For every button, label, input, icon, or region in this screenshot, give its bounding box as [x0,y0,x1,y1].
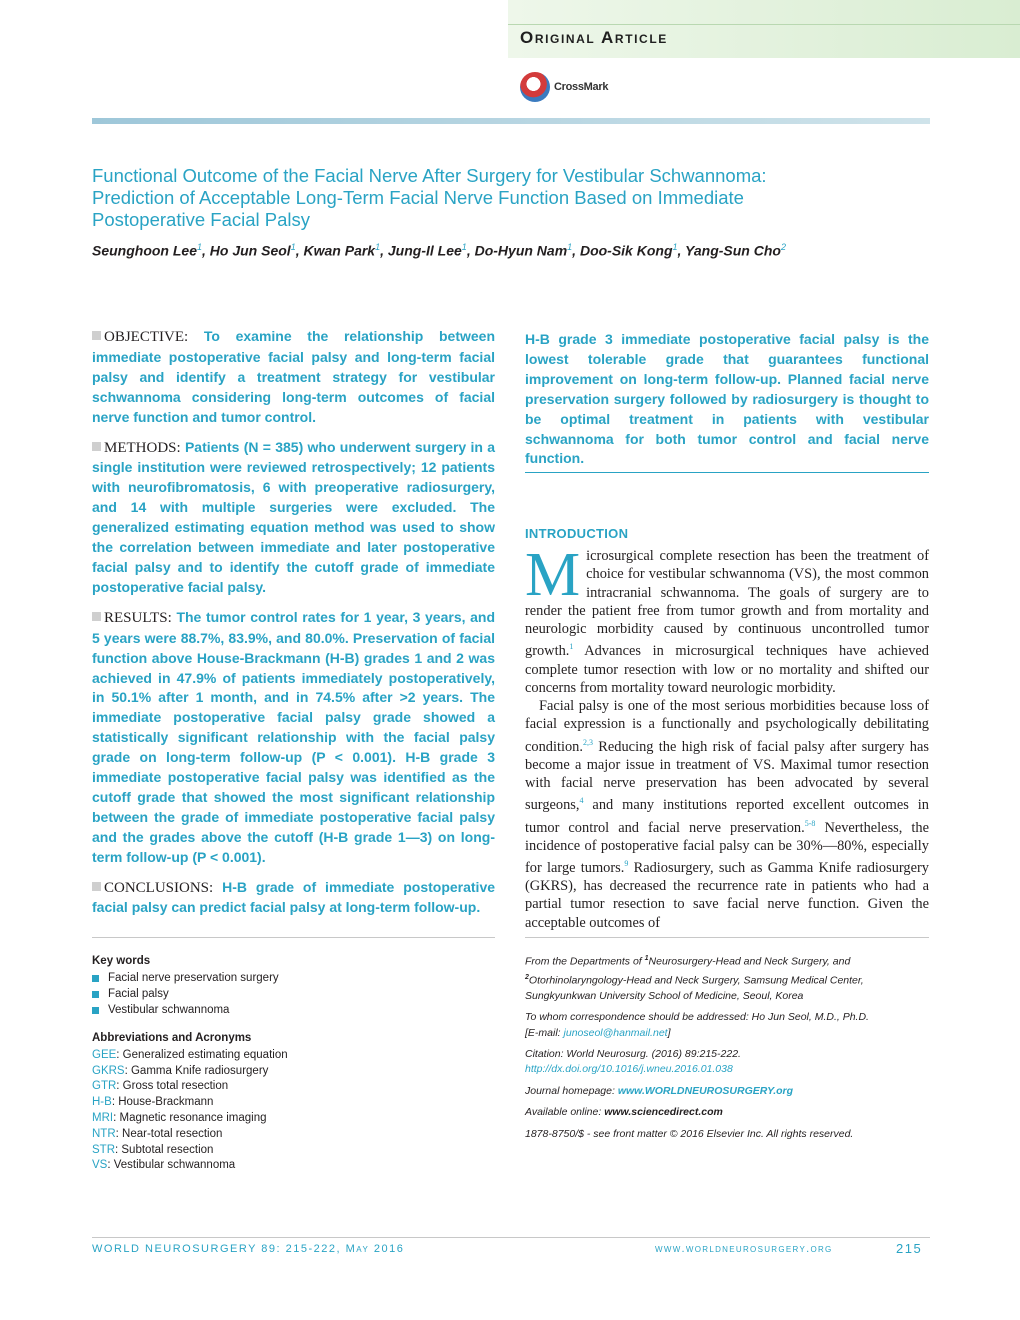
author-name: Do-Hyun Nam [474,242,568,259]
journal-homepage [525,1084,929,1099]
section-rule [525,937,929,938]
correspondence [525,1010,929,1041]
abbreviation-key: GEE [92,1048,117,1061]
abbreviation-key: GTR [92,1080,117,1093]
paragraph-text: Facial palsy is one of the most serious morbidities because loss of facial expression is a functionally and psychologically debilitating condition. [525,698,929,755]
abstract-right-column [525,330,929,469]
author-name: Seunghoon Lee [92,242,197,259]
available-online [525,1105,929,1120]
doi-link[interactable]: http://dx.doi.org/10.1016/j.wneu.2016.01.038 [525,1063,733,1076]
abstract-rule [525,472,929,473]
affiliation-text: Neurosurgery-Head and Neck Surgery, and [648,955,851,968]
article-title [92,165,912,231]
header-banner-line [508,24,1020,25]
abbreviation-item [92,1158,492,1174]
abstract-text: To examine the relationship between immediate postoperative facial palsy and long-term facial palsy and identify a treatment strategy for vestibular schwannoma considering long-term outcomes of facial nerve function and tumor control. [92,328,496,425]
abbreviation-item [92,1048,492,1064]
footer-journal: WORLD NEUROSURGERY 89: 215-222, May 2016 [92,1243,405,1255]
paragraph-text: Radiosurgery, such as Gamma Knife radiosurgery (GKRS), has decreased the recurrence rate in patients who had a partial tumor resection to save facial nerve function. Given the acceptable outcomes of [525,859,929,931]
affiliation-text: From the Departments of [525,955,645,968]
abbreviations-box [92,1031,492,1174]
homepage-label: Journal homepage: [525,1084,618,1097]
introduction-paragraph [525,697,929,932]
abstract-conclusions [92,878,495,919]
abbreviation-text: : Gross total resection [116,1080,229,1093]
correspondence-text: To whom correspondence should be addressed: Ho Jun Seol, M.D., Ph.D. [525,1011,869,1024]
paragraph-text: Advances in microsurgical techniques have achieved complete tumor resection with low or no mortality and shifted our concerns from mortality toward neurologic morbidity. [525,643,929,696]
author-affiliation: 1 [461,242,467,252]
citation-ref[interactable]: 1 [569,642,574,652]
online-label: Available online: [525,1106,605,1119]
abbreviation-item [92,1095,492,1111]
crossmark-button[interactable] [520,72,608,102]
abstract-text: The tumor control rates for 1 year, 3 years, and 5 years were 88.7%, 83.9%, and 80.0%. Preservation of facial function above House-Brackmann (H-B) grades 1 and 2 was achieved in 47.9% of patients immediately postoperatively, in 50.1% after 1 month, and in 74.5% after >2 years. The immediate postoperative facial palsy grade showed a statistically significant relationship with the facial palsy grade on long-term follow-up (P < 0.001). H-B grade 3 immediate postoperative facial palsy was identified as the cutoff grade that showed the most significant relationship between the grade of immediate postoperative facial palsy and the grades above the cutoff (H-B grade 1—3) on long-term follow-up (P < 0.001). [92,608,496,865]
section-marker-icon [92,331,101,340]
header-rule [92,118,930,124]
paragraph-text: Reducing the high risk of facial palsy after surgery has become a major issue in treatment of VS. Maximal tumor resection with facial nerve preservation has been advocated by several surgeons, [525,738,929,814]
abbreviation-text: : Generalized estimating equation [116,1048,288,1061]
sciencedirect-link[interactable]: www.sciencedirect.com [604,1106,723,1119]
citation [525,1047,929,1078]
abbreviation-text: : Subtotal resection [115,1143,214,1156]
abbreviation-text: : Near-total resection [115,1127,223,1140]
abbreviation-key: STR [92,1143,115,1156]
abstract-heading: OBJECTIVE: [104,329,189,345]
keyword-text: Facial palsy [108,988,169,1000]
abbreviations-title: Abbreviations and Acronyms [92,1032,252,1044]
author-name: Kwan Park [303,242,376,259]
author-affiliation: 1 [197,242,203,252]
keyword-text: Vestibular schwannoma [108,1004,230,1016]
author-name: Jung-Il Lee [387,242,462,259]
affiliation-marker: 1 [644,955,649,962]
page-number: 215 [896,1241,923,1256]
square-bullet-icon [92,1007,99,1014]
affiliation-departments [525,951,929,1004]
introduction-body [525,541,929,932]
author-affiliation: 1 [672,242,678,252]
abbreviation-text: : Vestibular schwannoma [107,1159,236,1172]
abstract-text: Patients (N = 385) who underwent surgery in a single institution were reviewed retrospectively; 12 patients with neurofibromatosis, 6 with preoperative radiosurgery, and 14 with multiple surgeries were excluded. The generalized estimating equation method was used to show the correlation between immediate and later postoperative facial palsy and to identify the cutoff grade of immediate postoperative facial palsy. [92,438,496,595]
copyright: 1878-8750/$ - see front matter © 2016 Elsevier Inc. All rights reserved. [525,1127,854,1140]
author-name: Yang-Sun Cho [685,242,781,259]
drop-cap: M [525,541,581,609]
abbreviation-item [92,1111,492,1127]
author-affiliation: 1 [375,242,381,252]
abstract-heading: METHODS: [104,439,181,456]
author-affiliation: 2 [780,242,786,252]
citation-ref[interactable]: 2,3 [582,737,593,747]
keyword-item [92,1002,492,1018]
keyword-text: Facial nerve preservation surgery [108,972,279,984]
citation-ref[interactable]: 5-8 [804,818,816,828]
title-line: Postoperative Facial Palsy [92,209,310,230]
affiliation-marker: 2 [525,973,529,981]
section-marker-icon [92,882,101,891]
introduction-paragraph [525,541,929,697]
citation-ref[interactable]: 9 [624,858,629,868]
author-name: Doo-Sik Kong [579,242,673,259]
abbreviation-key: H-B [92,1096,112,1109]
abbreviation-item [92,1064,492,1080]
affiliations-box [525,951,929,1148]
abstract-heading: CONCLUSIONS: [104,879,214,896]
abbreviation-item [92,1079,492,1095]
citation-text: Citation: World Neurosurg. (2016) 89:215-222. [525,1048,741,1061]
article-type-label: Original Article [520,28,668,47]
paragraph-text: Nevertheless, the incidence of postoperative facial palsy can be 30%—80%, especially for large tumors. [525,819,929,876]
abbreviation-text: : Gamma Knife radiosurgery [124,1064,269,1077]
homepage-link[interactable]: www.WORLDNEUROSURGERY.org [617,1084,794,1097]
crossmark-icon [520,72,550,102]
abstract-left-column [92,327,495,928]
abstract-methods [92,438,495,598]
title-line: Functional Outcome of the Facial Nerve After Surgery for Vestibular Schwannoma: [92,165,767,186]
abstract-text: H-B grade of immediate postoperative facial palsy can predict facial palsy at long-term follow-up. [92,878,496,916]
footer-website-link[interactable]: www.worldneurosurgery.org [655,1243,833,1255]
affiliation-text: Otorhinolaryngology-Head and Neck Surgery, Samsung Medical Center, Sungkyunkwan University School of Medicine, Seoul, Korea [525,974,864,1002]
abbreviation-text: : House-Brackmann [111,1096,214,1109]
author-affiliation: 1 [290,242,296,252]
abbreviation-key: NTR [92,1127,116,1140]
keywords-box [92,953,492,1018]
section-marker-icon [92,612,101,621]
abstract-objective [92,327,495,428]
abstract-conclusions-continued: H-B grade 3 immediate postoperative facial palsy is the lowest tolerable grade that guarantees functional improvement on long-term follow-up. Planned facial nerve preservation surgery followed by radiosurgery is thought to be optimal treatment in patients with vestibular schwannoma for both tumor control and facial nerve function. [525,331,929,467]
abstract-heading: RESULTS: [104,609,172,626]
abbreviation-key: MRI [92,1111,114,1124]
email-label: [E-mail: [525,1026,564,1039]
square-bullet-icon [92,991,99,998]
square-bullet-icon [92,975,99,982]
abstract-results [92,608,495,868]
abbreviation-text: : Magnetic resonance imaging [113,1111,267,1124]
section-rule [92,937,495,938]
crossmark-label: CrossMark [554,81,609,93]
author-name: Ho Jun Seol [209,242,291,259]
author-affiliation: 1 [567,242,573,252]
keyword-item [92,986,492,1002]
title-line: Prediction of Acceptable Long-Term Facial Nerve Function Based on Immediate [92,187,744,208]
abbreviation-item [92,1143,492,1159]
keywords-title: Key words [92,955,151,967]
citation-ref[interactable]: 4 [579,796,584,806]
section-marker-icon [92,442,101,451]
footer-rule [92,1237,930,1238]
introduction-heading: INTRODUCTION [525,526,629,541]
abbreviation-item [92,1127,492,1143]
author-list: Seunghoon Lee$^1$, Ho Jun Seol$^1$, Kwan Park$^1$, Jung-Il Lee$^1$, Do-Hyun Nam$^1$, Doo-Sik Kong$^1$, Yang-Sun Cho$^2$ [92,242,786,259]
paragraph-text: and many institutions reported excellent outcomes in tumor control and facial nerve preservation. [525,797,929,836]
abbreviation-key: VS [92,1159,108,1172]
paragraph-text: icrosurgical complete resection has been the treatment of choice for vestibular schwannoma (VS), the most common intracranial schwannoma. The goals of surgery are to render the patient free from tumor growth and from mortality and neurologic morbidity caused by continuous uncontrolled tumor growth. [525,548,929,660]
email-label-end: ] [667,1026,671,1039]
abbreviation-key: GKRS [92,1064,125,1077]
email-link[interactable]: junoseol@hanmail.net [563,1026,668,1039]
keyword-item [92,970,492,986]
